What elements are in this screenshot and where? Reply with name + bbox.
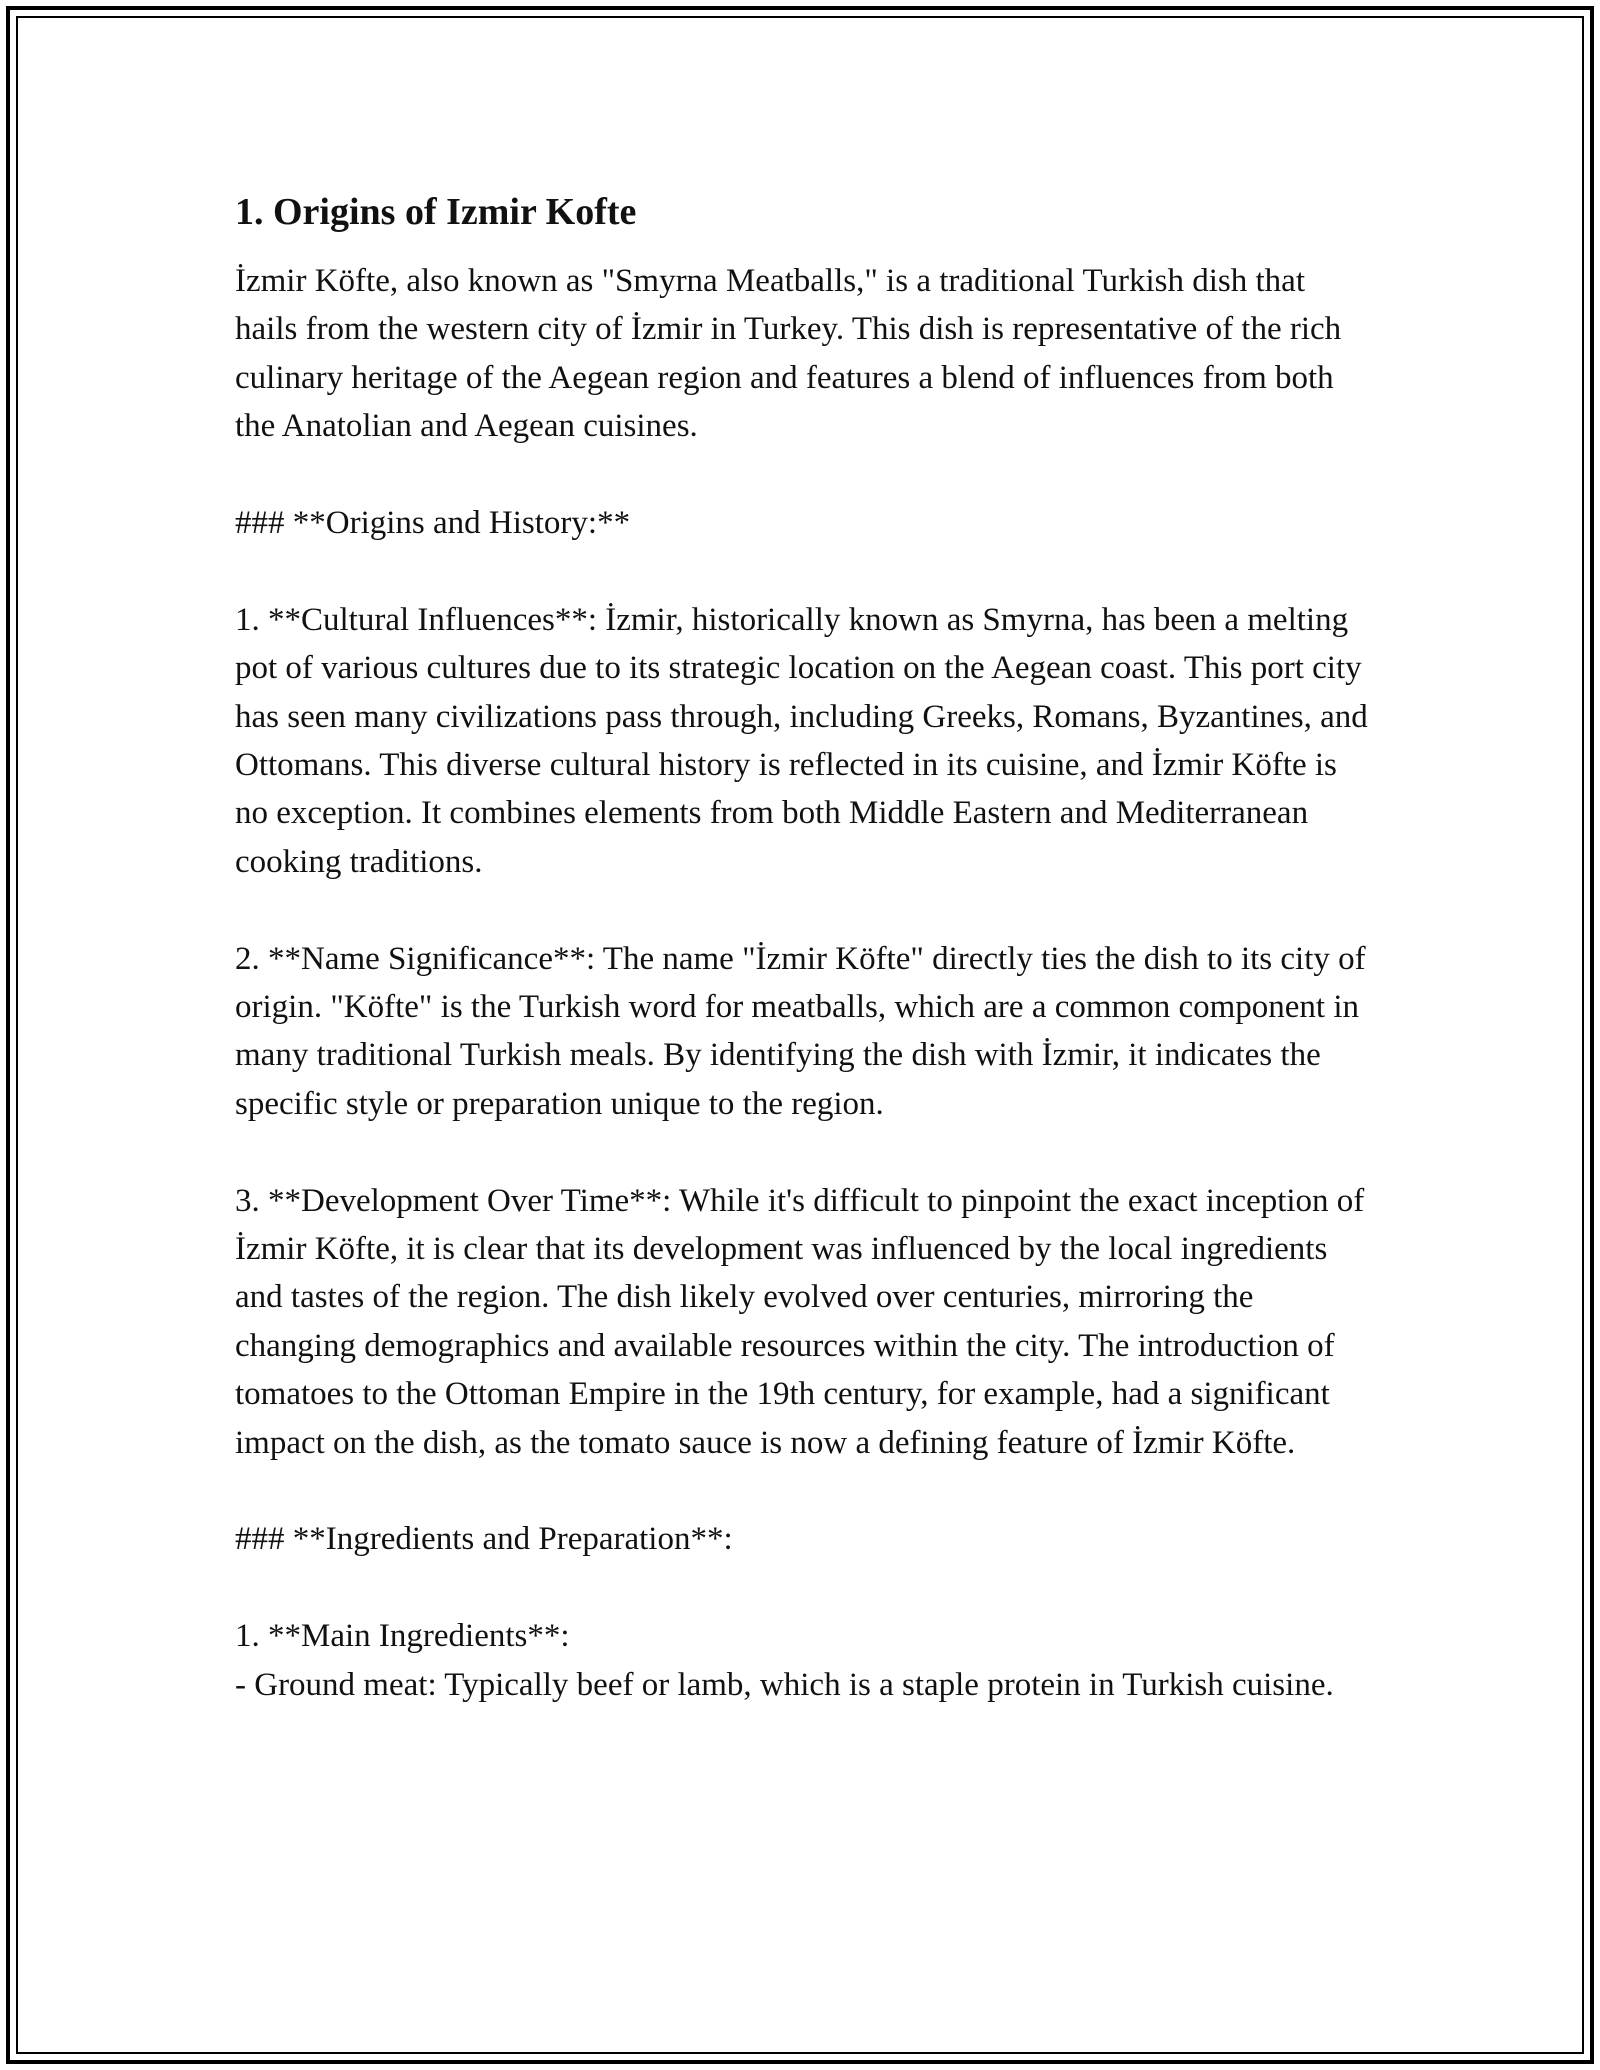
paragraph-main-ingredients: 1. **Main Ingredients**: - Ground meat: Typically beef or lamb, which is a staple protein in Turkish cuisine. <box>235 1618 1334 1703</box>
section-heading-ingredients: ### **Ingredients and Preparation**: <box>235 1521 733 1558</box>
paragraph-name-significance: 2. **Name Significance**: The name "İzmir Köfte" directly ties the dish to its city of origin. "Köfte" is the Turkish word for meatballs, which are a common component in many traditional Turkish meals. By identifying the dish with İzmir, it indicates the specific style or preparation unique to the region. <box>235 940 1366 1122</box>
intro-paragraph: İzmir Köfte, also known as "Smyrna Meatballs," is a traditional Turkish dish that hails from the western city of İzmir in Turkey. This dish is representative of the rich culinary heritage of the Aegean region and features a blend of influences from both the Anatolian and Aegean cuisines. <box>235 263 1342 445</box>
paragraph-cultural-influences: 1. **Cultural Influences**: İzmir, historically known as Smyrna, has been a melting pot of various cultures due to its strategic location on the Aegean coast. This port city has seen many civilizations pass through, including Greeks, Romans, Byzantines, and Ottomans. This diverse cultural history is reflected in its cuisine, and İzmir Köfte is no exception. It combines elements from both Middle Eastern and Mediterranean cooking traditions. <box>235 601 1368 880</box>
document-title: 1. Origins of Izmir Kofte <box>235 191 637 233</box>
paragraph-development-over-time: 3. **Development Over Time**: While it's difficult to pinpoint the exact inception of İzmir Köfte, it is clear that its development was influenced by the local ingredients and tastes of the region. The dish likely evolved over centuries, mirroring the changing demographics and available resources within the city. The introduction of tomatoes to the Ottoman Empire in the 19th century, for example, had a significant impact on the dish, as the tomato sauce is now a defining feature of İzmir Köfte. <box>235 1182 1365 1461</box>
section-heading-origins: ### **Origins and History:** <box>235 505 631 542</box>
document-body <box>235 185 1375 1709</box>
